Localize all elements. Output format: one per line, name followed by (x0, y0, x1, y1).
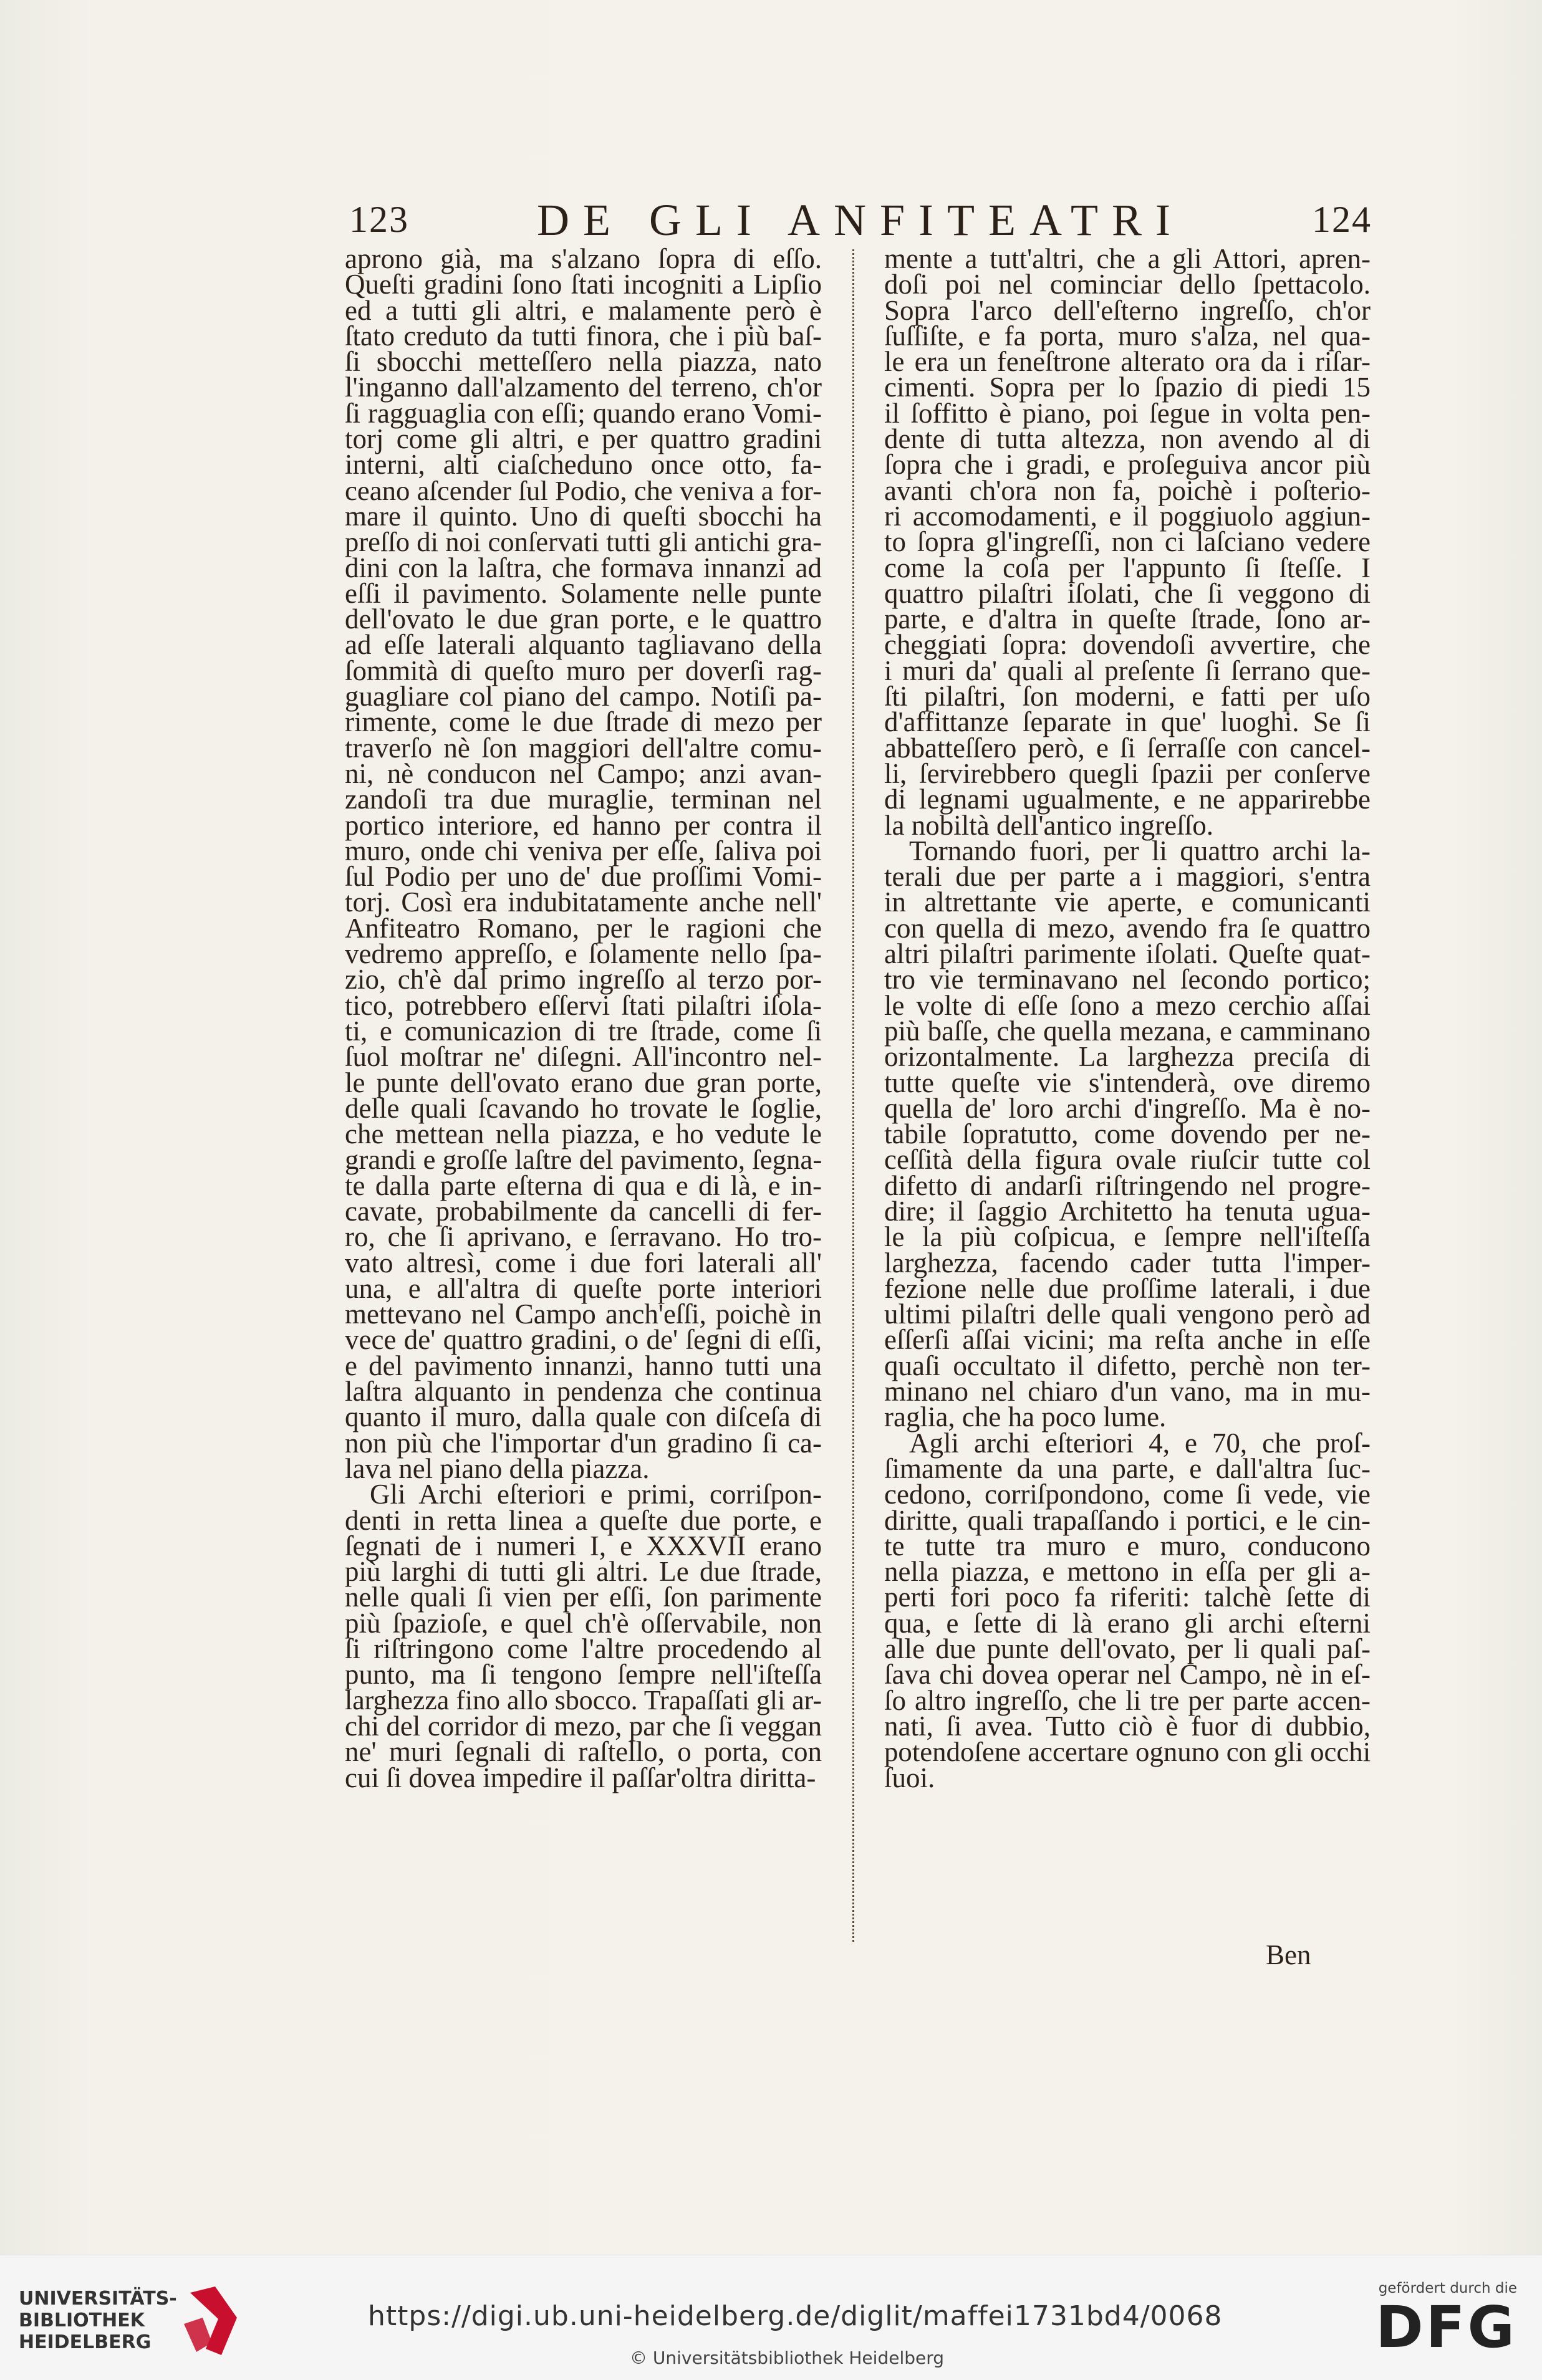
text-line: qua, e ſette di là erano gli archi eſterni (884, 1607, 1371, 1639)
text-line: Gli Archi eſteriori e primi, corriſpon- (370, 1479, 822, 1510)
text-line: ſi ragguaglia con eſſi; quando erano Vomi- (345, 397, 822, 429)
text-line: ne' muri ſegnali di raſtello, o porta, con (345, 1736, 822, 1768)
text-line: più baſſe, che quella mezana, e camminano (884, 1015, 1371, 1047)
text-line: le volte di eſſe ſono a mezo cerchio aſſai (884, 989, 1371, 1021)
text-line: Agli archi eſteriori 4, e 70, che proſ- (909, 1427, 1371, 1459)
library-emblem-icon (178, 2280, 253, 2361)
text-line: altri pilaſtri parimente iſolati. Queſte quat- (884, 938, 1371, 970)
text-line: cavate, probabilmente da cancelli di fer- (345, 1195, 822, 1227)
text-line: rimente, come le due ſtrade di mezo per (345, 706, 822, 738)
text-line: ſi riſtringono come l'altre procedendo al (345, 1633, 822, 1665)
text-column-left (345, 243, 822, 1793)
text-line: muro, onde chi veniva per eſſe, ſaliva poi (345, 835, 822, 866)
text-line: ſul Podio per uno de' due proſſimi Vomi- (345, 861, 822, 893)
text-line: larghezza, facendo cader tutta l'imper- (884, 1247, 1371, 1279)
text-line: e del pavimento innanzi, hanno tutti una (345, 1350, 822, 1381)
text-line: orizontalmente. La larghezza preciſa di (884, 1041, 1371, 1073)
text-line: eſſi il pavimento. Solamente nelle punte (345, 577, 822, 609)
text-line: to ſopra gl'ingreſſi, non ci laſciano vedere (884, 526, 1371, 558)
text-line: ſava chi dovea operar nel Campo, nè in eſ- (884, 1659, 1371, 1691)
text-line: ultimi pilaſtri delle quali vengono però ad (884, 1298, 1371, 1330)
text-line: ſopra che i gradi, e proſeguiva ancor più (884, 449, 1371, 481)
text-line: i muri da' quali al preſente ſi ſerrano que- (884, 655, 1371, 686)
page-number-right: 124 (1312, 199, 1372, 240)
text-line: più larghi di tutti gli altri. Le due ſtrade, (345, 1556, 822, 1588)
text-line: Tornando fuori, per li quattro archi la- (909, 835, 1371, 866)
text-line: ed a tutti gli altri, e malamente però è (345, 294, 822, 326)
text-line: te tutte tra muro e muro, conducono (884, 1530, 1371, 1562)
text-line: con quella di mezo, avendo fra ſe quattro (884, 912, 1371, 944)
permalink-url[interactable]: https://digi.ub.uni-heidelberg.de/diglit/maffei1731bd4/0068 (368, 2300, 1223, 2332)
text-line: le la più coſpicua, e ſempre nell'iſteſſa (884, 1221, 1371, 1253)
text-line: vato altresì, come i due fori laterali all' (345, 1247, 822, 1279)
text-line: eſſerſi aſſai vicini; ma reſta anche in eſſe (884, 1324, 1371, 1356)
text-line: ſuol moſtrar ne' diſegni. All'incontro nel- (345, 1041, 822, 1073)
text-line: vedremo appreſſo, e ſolamente nello ſpa- (345, 938, 822, 970)
text-line: ſo altro ingreſſo, che li tre per parte accen- (884, 1684, 1371, 1716)
text-line: tico, potrebbero eſſervi ſtati pilaſtri iſola- (345, 989, 822, 1021)
text-column-right (884, 243, 1371, 1793)
text-line: tutte queſte vie s'intenderà, ove diremo (884, 1067, 1371, 1098)
text-line: cheggiati ſopra: dovendoſi avvertire, che (884, 629, 1371, 661)
text-line: difetto di andarſi riſtringendo nel progre- (884, 1169, 1371, 1201)
text-line: dini con la laſtra, che formava innanzi ad (345, 552, 822, 583)
text-line: ſommità di queſto muro per doverſi rag- (345, 655, 822, 686)
text-line: te dalla parte eſterna di qua e di là, e in- (345, 1169, 822, 1201)
text-line: larghezza fino allo sbocco. Trapaſſati gli ar- (345, 1685, 822, 1715)
text-line: guagliare col piano del campo. Notiſi pa- (345, 681, 822, 713)
text-line: terali due per parte a i maggiori, s'entra (884, 861, 1371, 893)
text-line: ti, e comunicazion di tre ſtrade, come ſi (345, 1015, 822, 1047)
text-line: parte, e d'altra in queſte ſtrade, ſono ar- (884, 603, 1371, 635)
text-line: li, ſervirebbero quegli ſpazii per conſerve (884, 757, 1371, 789)
text-line: tabile ſopratutto, come dovendo per ne- (884, 1118, 1371, 1150)
text-line: perti fori poco fa riferiti: talchè ſette di (884, 1581, 1371, 1613)
text-line: minano nel chiaro d'un vano, ma in mu- (884, 1376, 1371, 1408)
text-line: ſegnati de i numeri I, e XXXVII erano (345, 1530, 822, 1562)
copyright-notice: © Universitätsbibliothek Heidelberg (630, 2348, 945, 2368)
funder-block[interactable] (1361, 2280, 1517, 2368)
text-line: ſuſſiſte, e fa porta, muro s'alza, nel qua- (884, 320, 1371, 352)
text-line: zandoſi tra due muraglie, terminan nel (345, 784, 822, 815)
text-line: tro vie terminavano nel ſecondo portico; (884, 964, 1371, 996)
text-line: quattro pilaſtri iſolati, che ſi veggono di (884, 577, 1371, 609)
text-line: le punte dell'ovato erano due gran porte, (345, 1067, 822, 1098)
text-line: di legnami ugualmente, e ne apparirebbe (884, 784, 1371, 815)
text-line: che mettean nella piazza, e ho vedute le (345, 1118, 822, 1150)
text-line: delle quali ſcavando ho trovate le ſoglie, (345, 1092, 822, 1124)
text-line: mettevano nel Campo anch'eſſi, poichè in (345, 1298, 822, 1330)
running-head (349, 194, 1372, 251)
text-line: interni, alti ciaſcheduno once otto, fa- (345, 449, 822, 481)
text-line: fezione nelle due proſſime laterali, i due (884, 1272, 1371, 1304)
text-line: dente di tutta altezza, non avendo al di (884, 423, 1371, 455)
text-line: ad eſſe laterali alquanto tagliavano della (345, 629, 822, 661)
text-line: ſimamente da una parte, e dall'altra ſuc- (884, 1452, 1371, 1484)
text-line: il ſoffitto è piano, poi ſegue in volta pen- (884, 397, 1371, 429)
text-line: Queſti gradini ſono ſtati incogniti a Lipſio (345, 269, 822, 300)
text-line: punto, ma ſi tengono ſempre nell'iſteſſa (345, 1659, 822, 1691)
text-line: torj. Così era indubitatamente anche nell' (345, 886, 822, 918)
text-line: la nobiltà dell'antico ingreſſo. (884, 809, 1213, 841)
text-line: ni, nè conducon nel Campo; anzi avan- (345, 757, 822, 789)
library-name-line: HEIDELBERG (19, 2331, 152, 2353)
viewer-footer (0, 2255, 1542, 2380)
text-line: potendoſene accertare ognuno con gli occhi (884, 1736, 1371, 1768)
text-line: vece de' quattro gradini, o de' ſegni di eſſi, (345, 1324, 822, 1356)
text-line: mare il quinto. Uno di queſti sbocchi ha (345, 500, 822, 532)
text-line: nella piazza, e mettono in eſſa per gli a- (884, 1556, 1371, 1588)
text-line: nati, ſi avea. Tutto ciò è fuor di dubbio, (884, 1710, 1371, 1742)
text-line: doſi poi nel cominciar dello ſpettacolo. (884, 269, 1371, 300)
text-line: preſſo di noi conſervati tutti gli antichi gra- (345, 526, 822, 558)
text-line: una, e all'altra di queſte porte interiori (345, 1272, 822, 1304)
text-line: raglia, che ha poco lume. (884, 1401, 1167, 1433)
text-line: Anfiteatro Romano, per le ragioni che (345, 912, 822, 944)
text-line: ſuoi. (884, 1762, 935, 1793)
text-line: aprono già, ma s'alzano ſopra di eſſo. (345, 243, 822, 274)
text-line: le era un feneſtrone alterato ora da i riſar- (884, 346, 1371, 378)
text-line: lava nel piano della piazza. (345, 1452, 650, 1484)
text-line: ceano aſcender ſul Podio, che veniva a for- (345, 474, 822, 506)
text-line: traverſo nè ſon maggiori dell'altre comu- (345, 732, 822, 764)
text-line: portico interiore, ed hanno per contra il (345, 809, 822, 841)
text-line: l'inganno dall'alzamento del terreno, ch'or (345, 372, 822, 403)
text-line: ro, che ſi aprivano, e ſerravano. Ho tro- (345, 1221, 822, 1253)
text-line: come la coſa per l'appunto ſi ſteſſe. I (884, 552, 1371, 583)
text-line: mente a tutt'altri, che a gli Attori, apren- (884, 243, 1371, 274)
text-line: ſti pilaſtri, ſon moderni, e fatti per uſo (884, 681, 1371, 713)
dfg-logo: DFG (1376, 2294, 1517, 2361)
text-line: in altrettante vie aperte, e comunicanti (884, 886, 1371, 918)
text-line: ſi sbocchi metteſſero nella piazza, nato (345, 346, 822, 378)
funded-by-label: gefördert durch die (1378, 2280, 1517, 2296)
text-line: Sopra l'arco dell'eſterno ingreſſo, ch'or (884, 294, 1371, 326)
text-line: quella de' loro archi d'ingreſſo. Ma è no- (884, 1092, 1371, 1124)
text-line: cimenti. Sopra per lo ſpazio di piedi 15 (884, 372, 1371, 403)
library-name-line: BIBLIOTHEK (19, 2310, 145, 2331)
text-line: avanti ch'ora non fa, poichè i poſterio- (884, 474, 1371, 506)
library-logo[interactable] (19, 2280, 268, 2361)
text-line: laſtra alquanto in pendenza che continua (345, 1376, 822, 1408)
text-line: grandi e groſſe laſtre del pavimento, ſegna- (345, 1144, 822, 1176)
text-line: torj come gli altri, e per quattro gradini (345, 423, 822, 455)
text-line: cui ſi dovea impedire il paſſar'oltra diritta- (345, 1762, 816, 1793)
text-line: cedono, corriſpondono, come ſi vede, vie (884, 1479, 1371, 1510)
text-line: alle due punte dell'ovato, per li quali paſ- (884, 1633, 1371, 1665)
text-line: ri accomodamenti, e il poggiuolo aggiun- (884, 500, 1371, 532)
catchword: Ben (1266, 1939, 1311, 1970)
library-name-line: UNIVERSITÄTS- (19, 2288, 177, 2310)
text-line: ſtato creduto da tutti finora, che i più baſ- (345, 320, 822, 352)
text-line: più ſpazioſe, e quel ch'è oſſervabile, non (345, 1607, 822, 1639)
text-line: diritte, quali trapaſſando i portici, e le cin- (884, 1504, 1371, 1536)
text-line: denti in retta linea a queſte due porte, e (345, 1504, 822, 1536)
column-divider (852, 249, 855, 1942)
text-line: ceſſità della figura ovale riuſcir tutte col (884, 1144, 1371, 1176)
text-line: quaſi occultato il difetto, perchè non ter- (884, 1350, 1371, 1381)
running-title: DE GLI ANFITEATRI (537, 195, 1184, 245)
text-line: quanto il muro, dalla quale con diſceſa di (345, 1401, 822, 1433)
text-line: chi del corridor di mezo, par che ſi veggan (345, 1710, 822, 1742)
page-number-left: 123 (349, 199, 409, 240)
text-line: dire; il ſaggio Architetto ha tenuta ugua- (884, 1195, 1371, 1227)
text-line: d'affittanze ſeparate in que' luoghi. Se ſi (884, 706, 1371, 738)
text-line: abbatteſſero però, e ſi ſerraſſe con cancel- (884, 732, 1371, 764)
text-line: dell'ovato le due gran porte, e le quattro (345, 603, 822, 635)
text-line: nelle quali ſi vien per eſſi, ſon parimente (345, 1581, 822, 1613)
text-line: non più che l'importar d'un gradino ſi ca- (345, 1427, 822, 1459)
library-name (19, 2288, 177, 2353)
text-line: zio, ch'è dal primo ingreſſo al terzo por- (345, 964, 822, 996)
